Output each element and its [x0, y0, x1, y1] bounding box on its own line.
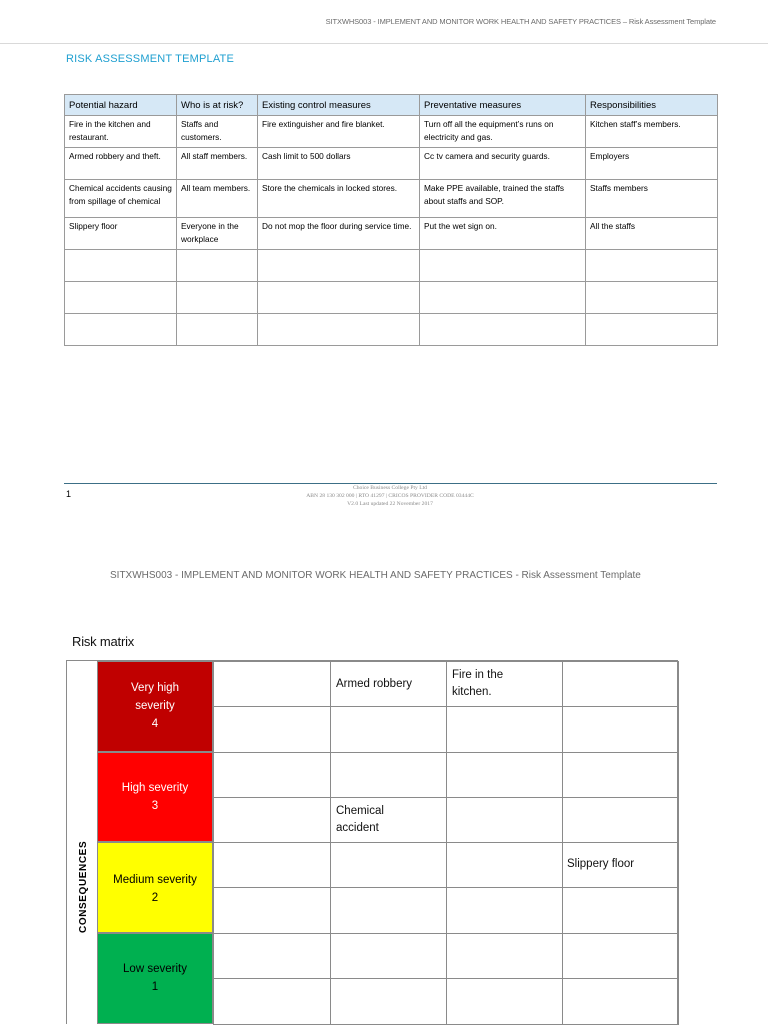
- matrix-cell: [213, 933, 331, 979]
- matrix-cell: [213, 887, 331, 934]
- footer-version: V2.0 Last updated 22 November 2017: [347, 501, 433, 507]
- matrix-entry-armed-robbery: Armed robbery: [336, 678, 413, 690]
- table-cell: Kitchen staff’s members.: [586, 116, 718, 148]
- table-cell-empty: [420, 250, 586, 282]
- risk-assessment-table: [64, 94, 718, 346]
- table-cell-text: Do not mop the floor during service time.: [262, 221, 412, 231]
- table-cell-empty: [586, 314, 718, 346]
- severity-medium: [97, 842, 213, 933]
- matrix-cell: [213, 752, 331, 798]
- column-header-existing-controls: Existing control measures: [258, 95, 420, 116]
- matrix-cell: [330, 933, 447, 979]
- table-row-empty: [65, 282, 718, 314]
- severity-level: 1: [151, 981, 159, 993]
- matrix-cell: [213, 797, 331, 843]
- table-row-empty: [65, 250, 718, 282]
- table-cell: Staffs members: [586, 180, 718, 218]
- matrix-entry-slippery-floor: Slippery floor: [567, 858, 635, 870]
- column-header-hazard: Potential hazard: [65, 95, 177, 116]
- severity-level: 4: [151, 718, 159, 730]
- matrix-cell: [330, 842, 447, 888]
- table-cell-empty: [177, 282, 258, 314]
- matrix-title: Risk matrix: [72, 634, 135, 649]
- table-cell: All the staffs: [586, 218, 718, 250]
- table-cell-empty: [586, 282, 718, 314]
- matrix-cell: [562, 706, 679, 753]
- page-header: [110, 570, 641, 581]
- matrix-cell: [562, 887, 679, 934]
- matrix-entry-line: accident: [336, 822, 379, 834]
- page-footer: [220, 484, 560, 508]
- matrix-cell: [446, 978, 563, 1025]
- table-cell: Slippery floor: [65, 218, 177, 250]
- matrix-cell: [446, 887, 563, 934]
- matrix-cell: [446, 752, 563, 798]
- table-cell-empty: [258, 250, 420, 282]
- matrix-cell: [562, 978, 679, 1025]
- table-cell-empty: [258, 314, 420, 346]
- matrix-cell: [446, 797, 563, 843]
- matrix-entry-line: Fire in the: [452, 669, 504, 681]
- table-cell-empty: [420, 282, 586, 314]
- matrix-cell: [562, 661, 679, 707]
- footer-registration: ABN 28 130 302 000 | RTO 41297 | CRICOS PROVIDER CODE 03444C: [306, 493, 474, 499]
- table-row: [65, 218, 718, 250]
- table-cell-empty: [258, 282, 420, 314]
- matrix-cell: [213, 706, 331, 753]
- matrix-cell: [213, 978, 331, 1025]
- document-title: RISK ASSESSMENT TEMPLATE: [66, 53, 235, 65]
- page-header: SITXWHS003 - IMPLEMENT AND MONITOR WORK HEALTH AND SAFETY PRACTICES – Risk Assessment Template: [325, 17, 716, 26]
- severity-high: [97, 752, 213, 842]
- matrix-cell: [562, 797, 679, 843]
- table-header-row: [65, 95, 718, 116]
- matrix-entry-fire-kitchen: [452, 667, 503, 701]
- matrix-cell: [330, 706, 447, 753]
- table-cell: Employers: [586, 148, 718, 180]
- table-cell: Make PPE available, trained the staffs about staffs and SOP.: [420, 180, 586, 218]
- table-row: [65, 148, 718, 180]
- matrix-cell: [562, 752, 679, 798]
- severity-label: High severity: [121, 782, 189, 794]
- matrix-entry-chemical-accident: [336, 803, 384, 837]
- severity-low: [97, 933, 213, 1024]
- table-cell: [258, 218, 420, 250]
- severity-level: 2: [151, 892, 159, 904]
- severity-very-high: [97, 661, 213, 752]
- matrix-cell: [213, 661, 331, 707]
- consequences-axis-label: CONSEQUENCES: [78, 840, 89, 933]
- table-cell-empty: [65, 282, 177, 314]
- table-cell: Fire extinguisher and fire blanket.: [258, 116, 420, 148]
- table-cell: Put the wet sign on.: [420, 218, 586, 250]
- table-cell: Chemical accidents causing from spillage of chemical: [65, 180, 177, 218]
- matrix-cell: [330, 978, 447, 1025]
- table-cell: Armed robbery and theft.: [65, 148, 177, 180]
- matrix-cell: [330, 752, 447, 798]
- severity-label: Very high severity: [131, 682, 179, 712]
- table-cell-empty: [177, 314, 258, 346]
- table-cell-empty: [586, 250, 718, 282]
- column-header-responsibilities: Responsibilities: [586, 95, 718, 116]
- table-cell-empty: [420, 314, 586, 346]
- table-cell-empty: [65, 314, 177, 346]
- table-cell: All staff members.: [177, 148, 258, 180]
- table-row: [65, 116, 718, 148]
- matrix-cell: [446, 933, 563, 979]
- severity-label: Medium severity: [113, 874, 197, 886]
- matrix-cell: [330, 887, 447, 934]
- matrix-cell: [446, 842, 563, 888]
- table-cell-empty: [177, 250, 258, 282]
- page-number: 1: [66, 489, 72, 499]
- table-row: [65, 180, 718, 218]
- table-cell: Cc tv camera and security guards.: [420, 148, 586, 180]
- table-cell: All team members.: [177, 180, 258, 218]
- matrix-entry-line: Chemical: [336, 805, 384, 817]
- table-cell: Cash limit to 500 dollars: [258, 148, 420, 180]
- matrix-entry-line: kitchen.: [452, 686, 492, 698]
- table-cell: Staffs and customers.: [177, 116, 258, 148]
- header-course: SITXWHS003 - IMPLEMENT AND MONITOR WORK HEALTH AND SAFETY PRACTICES: [110, 570, 513, 581]
- column-header-who-at-risk: Who is at risk?: [177, 95, 258, 116]
- table-row-empty: [65, 314, 718, 346]
- column-header-preventative-measures: Preventative measures: [420, 95, 586, 116]
- table-cell: Everyone in the workplace: [177, 218, 258, 250]
- severity-label: Low severity: [123, 963, 187, 975]
- header-divider: [0, 43, 768, 44]
- severity-level: 3: [151, 800, 159, 812]
- footer-company: Choice Business College Pty Ltd: [353, 485, 427, 491]
- table-cell: Store the chemicals in locked stores.: [258, 180, 420, 218]
- table-cell: Turn off all the equipment’s runs on electricity and gas.: [420, 116, 586, 148]
- table-cell-empty: [65, 250, 177, 282]
- matrix-cell: [562, 933, 679, 979]
- matrix-cell: [446, 706, 563, 753]
- table-cell: Fire in the kitchen and restaurant.: [65, 116, 177, 148]
- header-document: - Risk Assessment Template: [512, 570, 641, 581]
- matrix-cell: [213, 842, 331, 888]
